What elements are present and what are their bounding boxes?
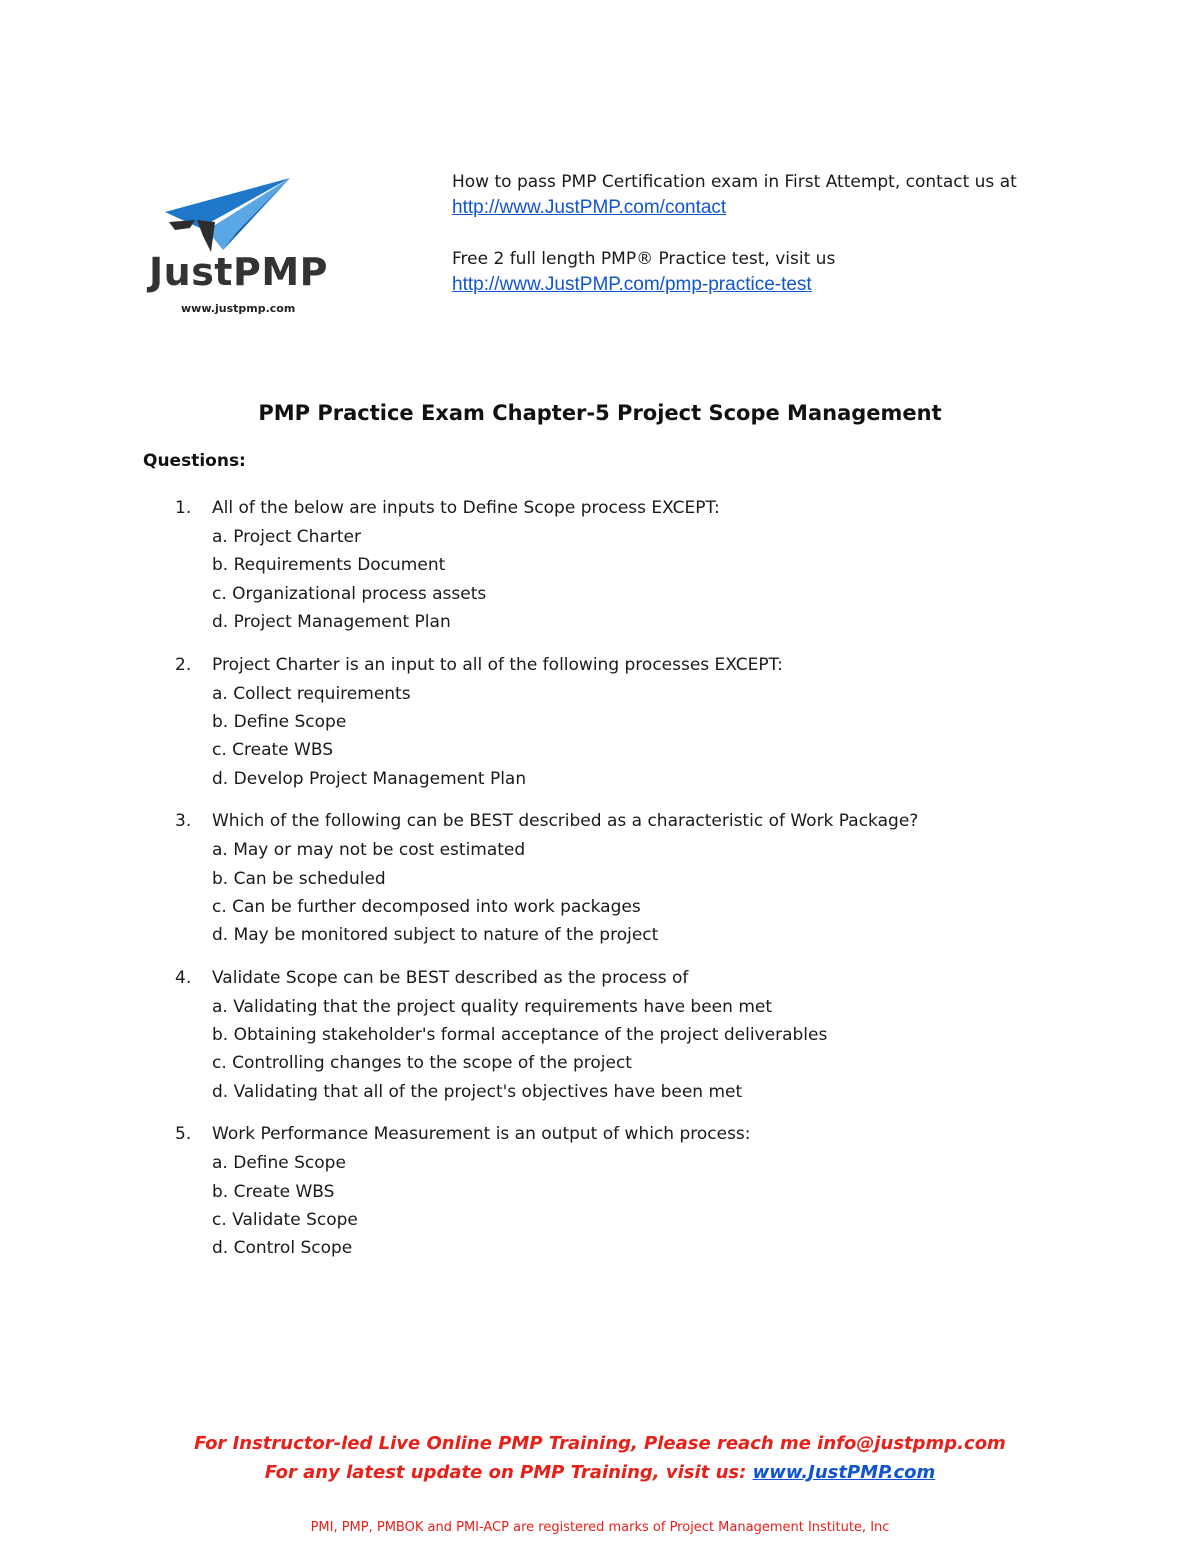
- answer-option: [0, 736, 1200, 764]
- footer-trademark-notice: PMI, PMP, PMBOK and PMI-ACP are registered marks of Project Management Institute, Inc: [310, 1520, 890, 1535]
- footer-training-line: For Instructor-led Live Online PMP Training, Please reach me info@justpmp.com: [194, 1433, 1006, 1454]
- question-row: [0, 964, 1200, 993]
- answer-option-text: c. Controlling changes to the scope of the project: [212, 1053, 632, 1074]
- answer-option-text: c. Can be further decomposed into work packages: [212, 896, 641, 917]
- logo-url: www.justpmp.com: [181, 302, 296, 315]
- answer-option-text: b. Create WBS: [212, 1181, 335, 1202]
- questions-list: [0, 494, 1200, 1277]
- answer-option-text: c. Organizational process assets: [212, 583, 487, 604]
- question-number: 3.: [175, 811, 192, 832]
- question-text: Work Performance Measurement is an output of which process:: [212, 1124, 751, 1145]
- answer-option-text: b. Can be scheduled: [212, 868, 386, 889]
- questions-heading: Questions:: [143, 451, 246, 471]
- answer-option-text: a. Validating that the project quality requirements have been met: [212, 996, 773, 1017]
- question-text: All of the below are inputs to Define Scope process EXCEPT:: [212, 498, 720, 518]
- answer-option-text: d. Project Management Plan: [212, 612, 451, 633]
- question-row: [0, 494, 1200, 523]
- answer-option: [0, 1178, 1200, 1206]
- answer-option-text: d. May be monitored subject to nature of the project: [212, 925, 659, 946]
- answer-option-text: c. Validate Scope: [212, 1210, 358, 1231]
- question-text: Which of the following can be BEST described as a characteristic of Work Package?: [212, 811, 919, 832]
- answer-option-text: b. Define Scope: [212, 711, 347, 732]
- question-item: [0, 807, 1200, 950]
- page-title: PMP Practice Exam Chapter-5 Project Scope Management: [258, 401, 942, 425]
- answer-option-text: a. Define Scope: [212, 1153, 346, 1174]
- answer-option-text: d. Validating that all of the project's objectives have been met: [212, 1081, 743, 1102]
- footer-website-link[interactable]: www.JustPMP.com: [752, 1462, 936, 1483]
- question-number: 2.: [175, 654, 192, 675]
- question-item: [0, 651, 1200, 794]
- question-row: [0, 651, 1200, 680]
- paper-plane-icon: [145, 170, 360, 255]
- answer-option-text: a. May or may not be cost estimated: [212, 840, 526, 861]
- question-number: 4.: [175, 967, 192, 988]
- header-contact: [452, 170, 1172, 298]
- footer-update-text: For any latest update on PMP Training, visit us:: [264, 1462, 753, 1483]
- answer-option: [0, 1049, 1200, 1077]
- footer-update-line: [0, 1462, 1200, 1483]
- justpmp-logo: [145, 170, 360, 320]
- practice-test-link[interactable]: http://www.JustPMP.com/pmp-practice-test: [452, 274, 812, 295]
- question-number: 5.: [175, 1124, 192, 1145]
- question-item: [0, 494, 1200, 637]
- answer-option-text: d. Control Scope: [212, 1238, 353, 1259]
- answer-option: [0, 1234, 1200, 1262]
- answer-option: [0, 708, 1200, 736]
- contact-link[interactable]: http://www.JustPMP.com/contact: [452, 197, 727, 218]
- answer-option: [0, 523, 1200, 551]
- question-text: Project Charter is an input to all of the following processes EXCEPT:: [212, 654, 783, 675]
- answer-option: [0, 551, 1200, 579]
- answer-option: [0, 1021, 1200, 1049]
- question-row: [0, 807, 1200, 836]
- answer-option: [0, 580, 1200, 608]
- answer-option: [0, 608, 1200, 636]
- answer-option-text: d. Develop Project Management Plan: [212, 768, 527, 789]
- answer-option: [0, 836, 1200, 864]
- answer-option: [0, 993, 1200, 1021]
- answer-option: [0, 865, 1200, 893]
- answer-option: [0, 1206, 1200, 1234]
- answer-option: [0, 680, 1200, 708]
- question-number: 1.: [175, 498, 192, 518]
- question-item: [0, 964, 1200, 1107]
- header-line-contact: How to pass PMP Certification exam in First Attempt, contact us at: [452, 172, 1017, 192]
- question-item: [0, 1120, 1200, 1263]
- answer-option-text: b. Requirements Document: [212, 555, 446, 576]
- question-text: Validate Scope can be BEST described as the process of: [212, 967, 689, 988]
- answer-option: [0, 1078, 1200, 1106]
- answer-option-text: b. Obtaining stakeholder's formal acceptance of the project deliverables: [212, 1025, 828, 1046]
- question-row: [0, 1120, 1200, 1149]
- header-line-practice: Free 2 full length PMP® Practice test, visit us: [452, 249, 836, 269]
- answer-option: [0, 1149, 1200, 1177]
- answer-option: [0, 921, 1200, 949]
- answer-option-text: c. Create WBS: [212, 740, 334, 761]
- answer-option: [0, 765, 1200, 793]
- answer-option-text: a. Collect requirements: [212, 683, 411, 704]
- answer-option: [0, 893, 1200, 921]
- answer-option-text: a. Project Charter: [212, 527, 361, 547]
- logo-wordmark: JustPMP: [149, 250, 328, 294]
